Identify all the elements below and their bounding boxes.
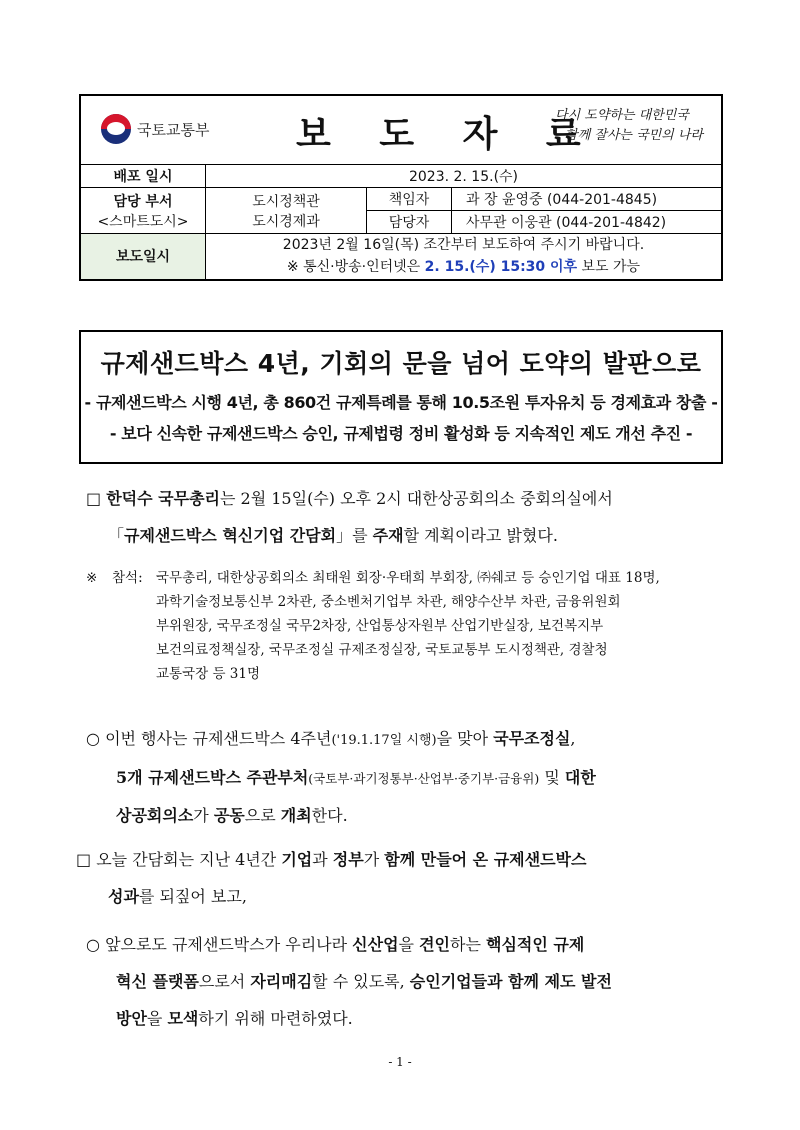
p1-bracket-open: 「 (108, 526, 125, 545)
note-line-1: 국무총리, 대한상공회의소 최태원 회장·우태희 부회장, ㈜쉐코 등 승인기업 대표 18명, (156, 570, 660, 586)
p4-k: 승인기업들과 함께 제도 발전 (409, 972, 612, 991)
p1-bracket-close: 」를 (336, 526, 373, 545)
p4-l: 방안 (116, 1009, 147, 1028)
p3-g: 성과 (108, 887, 139, 906)
p4-b: 신산업 (352, 935, 399, 954)
dept-label-line-1: 담당 부서 (113, 193, 173, 210)
release-label: 보도일시 (80, 234, 206, 280)
slogan-line-1: 다시 도약하는 대한민국 (555, 108, 689, 123)
p2-d: 국무조정실 (493, 729, 571, 748)
p4-d: 견인 (419, 935, 451, 954)
prime-minister-name: 한덕수 국무총리 (106, 489, 220, 508)
staff-value: 사무관 이웅관 (044-201-4842) (452, 211, 723, 234)
circle-bullet-2: ○ (86, 935, 100, 954)
p4-h: 으로서 (198, 972, 251, 991)
circle-bullet: ○ (86, 729, 100, 748)
note-line-3: 부위원장, 국무조정실 국무2차장, 산업통상자원부 산업기반실장, 보건복지부 (156, 618, 604, 634)
distribution-label: 배포 일시 (80, 165, 206, 188)
release-embargo-time: 2. 15.(수) 15:30 이후 (424, 259, 578, 276)
p3-f: 함께 만들어 온 규제샌드박스 (384, 850, 587, 869)
note-line-2: 과학기술정보통신부 2차관, 중소벤처기업부 차관, 해양수산부 차관, 금융위원회 (156, 594, 621, 610)
p2-c: 을 맞아 (436, 729, 494, 748)
paragraph-4 (86, 926, 726, 1037)
headline-title: 규제샌드박스 4년, 기회의 문을 넘어 도약의 발판으로 (100, 349, 702, 378)
release-line-2-suffix: 보도 가능 (581, 259, 641, 276)
p3-d: 정부 (332, 850, 364, 869)
p3-b: 기업 (281, 850, 313, 869)
p2-b: ('19.1.17일 시행) (331, 733, 437, 748)
p4-j: 할 수 있도록, (312, 972, 410, 991)
p4-a: 앞으로도 규제샌드박스가 우리나라 (105, 935, 353, 954)
p2-g: (국토부·과기정통부·산업부·중기부·금융위) (308, 771, 540, 786)
p3-h: 를 되짚어 보고, (138, 887, 247, 906)
square-bullet: □ (86, 489, 102, 508)
title-row (80, 95, 722, 165)
p2-a: 이번 행사는 규제샌드박스 4주년 (105, 729, 332, 748)
dept-names (206, 188, 367, 234)
p3-c: 과 (312, 850, 333, 869)
dept-label (80, 188, 206, 234)
p3-e: 가 (363, 850, 385, 869)
p4-n: 모색 (167, 1009, 199, 1028)
release-value (206, 234, 723, 280)
government-slogan (555, 106, 703, 146)
p2-n: 개최 (280, 806, 312, 825)
note-line-4: 보건의료정책실장, 국무조정실 규제조정실장, 국토교통부 도시정책관, 경찰청 (156, 642, 608, 658)
p2-f: 5개 규제샌드박스 주관부처 (116, 768, 309, 787)
headline-box (79, 330, 723, 464)
staff-label: 담당자 (367, 211, 452, 234)
p1-end: 할 계획이라고 밝혔다. (403, 526, 558, 545)
p1-text: 는 2월 15일(수) 오후 2시 대한상공회의소 중회의실에서 (219, 489, 613, 508)
headline-subtitle-2: - 보다 신속한 규제샌드박스 승인, 규제법령 정비 활성화 등 지속적인 제도 개선 추진 - (109, 424, 693, 443)
p2-k: 가 (193, 806, 214, 825)
p2-m: 으로 (244, 806, 281, 825)
paragraph-3 (76, 841, 726, 915)
p4-f: 핵심적인 규제 (486, 935, 585, 954)
dept-label-line-2: <스마트도시> (97, 213, 189, 230)
square-bullet-2: □ (76, 850, 92, 869)
chief-value: 과 장 윤영중 (044-201-4845) (452, 188, 723, 211)
ministry-logo (101, 114, 209, 144)
note-mark: ※ (86, 570, 98, 586)
p4-i: 자리매김 (250, 972, 313, 991)
p2-e: , (570, 729, 576, 748)
press-release-header (79, 94, 723, 281)
paragraph-1 (86, 480, 726, 554)
p2-h: 및 (539, 768, 565, 787)
p4-m: 을 (146, 1009, 168, 1028)
note-label: 참석: (112, 570, 143, 586)
p2-l: 공동 (213, 806, 245, 825)
p4-g: 혁신 플랫폼 (116, 972, 199, 991)
p2-i: 대한 (564, 768, 596, 787)
note-line-5: 교통국장 등 31명 (156, 666, 261, 682)
ministry-name: 국토교통부 (137, 120, 210, 139)
p2-j: 상공회의소 (116, 806, 194, 825)
taegeuk-icon (101, 114, 131, 144)
document-title: 보 도 자 료 (296, 114, 599, 155)
event-name: 규제샌드박스 혁신기업 간담회 (124, 526, 337, 545)
release-line-2 (206, 256, 721, 278)
distribution-value: 2023. 2. 15.(수) (206, 165, 723, 188)
headline-subtitle-1: - 규제샌드박스 시행 4년, 총 860건 규제특례를 통해 10.5조원 투자유치 등 경제효과 창출 - (84, 393, 718, 412)
p2-o: 한다. (311, 806, 348, 825)
p3-a: 오늘 간담회는 지난 4년간 (96, 850, 282, 869)
p4-e: 하는 (450, 935, 487, 954)
p4-o: 하기 위해 마련하였다. (198, 1009, 353, 1028)
release-line-2-prefix: ※ 통신·방송·인터넷은 (286, 259, 421, 276)
chief-label: 책임자 (367, 188, 452, 211)
p1-host: 주재 (372, 526, 404, 545)
dept-name-2: 도시경제과 (252, 213, 320, 230)
slogan-line-2: 함께 잘사는 국민의 나라 (565, 128, 703, 143)
p4-c: 을 (398, 935, 420, 954)
release-line-1: 2023년 2월 16일(목) 조간부터 보도하여 주시기 바랍니다. (282, 237, 645, 254)
page-number: - 1 - (388, 1055, 412, 1069)
paragraph-2 (86, 720, 726, 834)
dept-name-1: 도시정책관 (252, 193, 320, 210)
